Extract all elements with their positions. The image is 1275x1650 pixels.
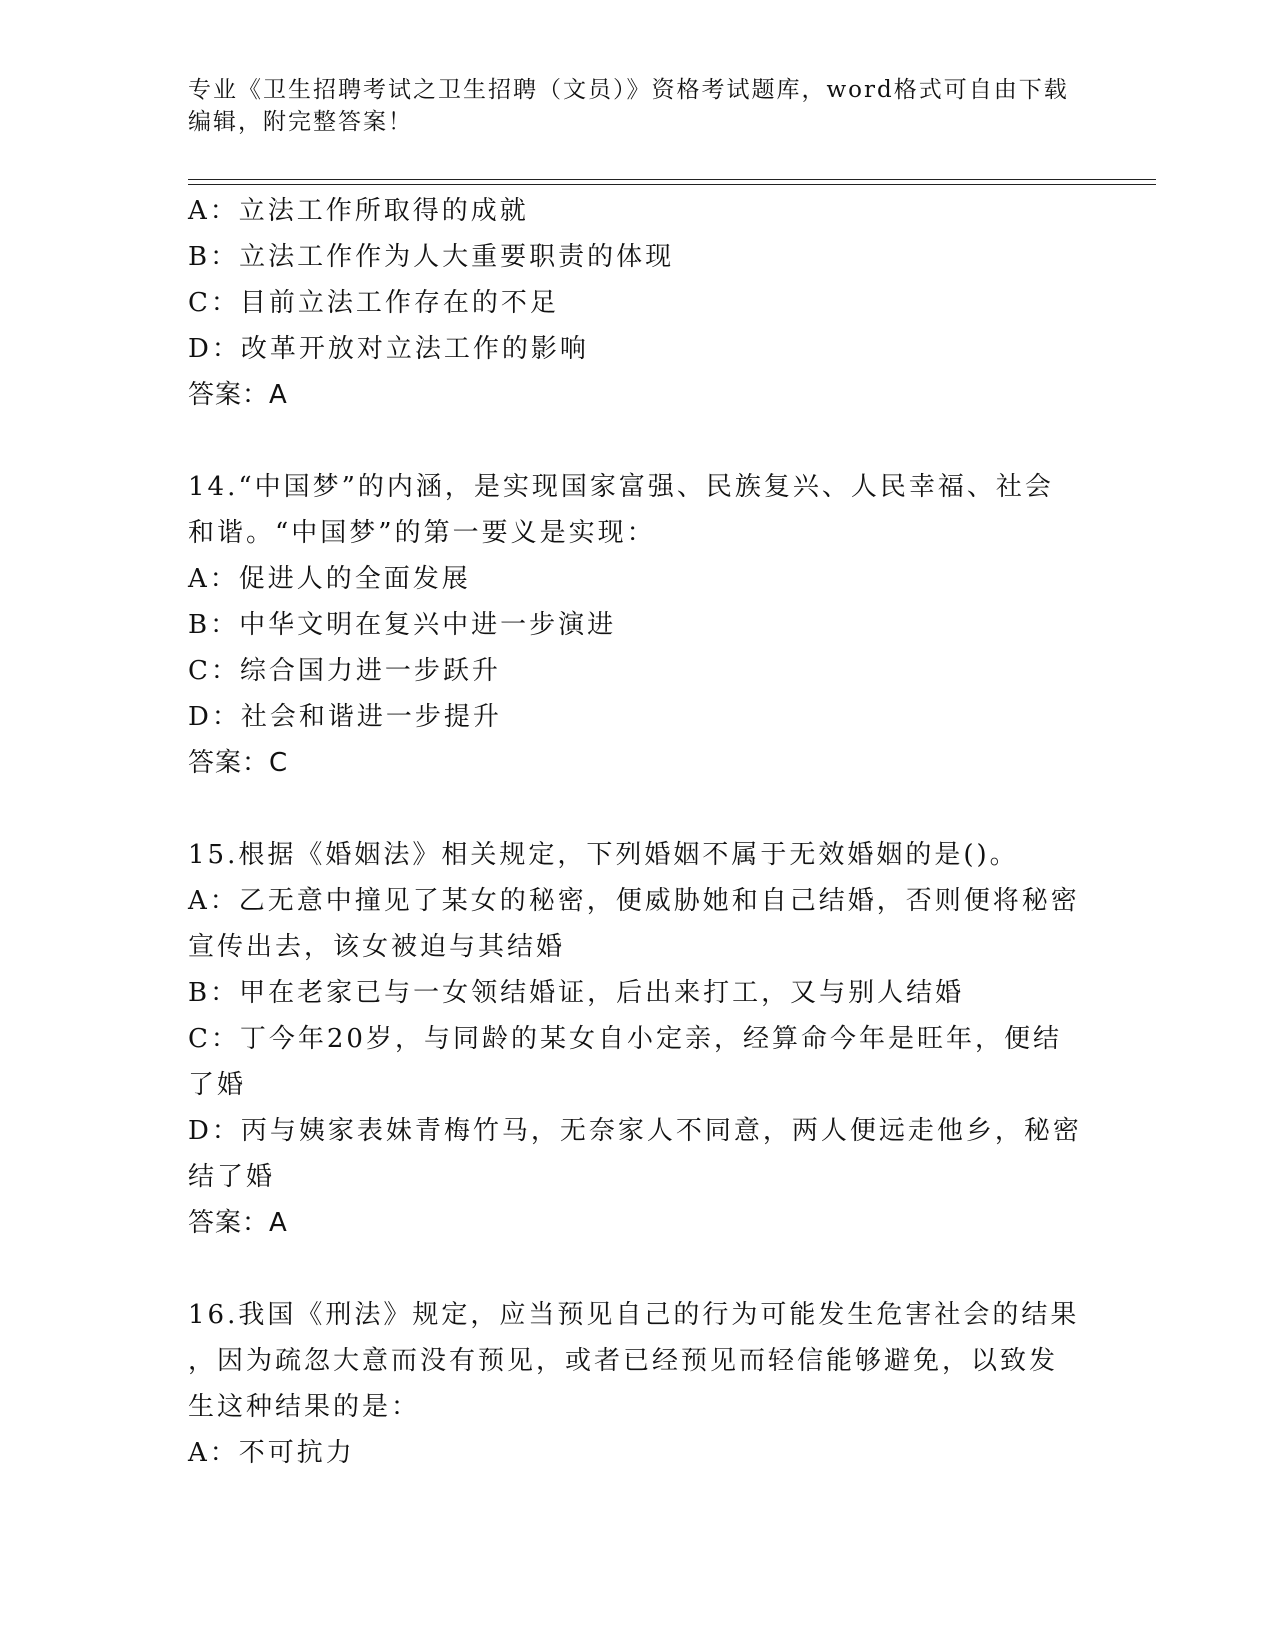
option-a: A：乙无意中撞见了某女的秘密，便威胁她和自己结婚，否则便将秘密 (188, 886, 1080, 916)
option-c: C：综合国力进一步跃升 (188, 656, 501, 686)
header-line-1: 专业《卫生招聘考试之卫生招聘（文员）》资格考试题库，word格式可自由下载 (188, 77, 1069, 103)
document-header (188, 74, 1088, 138)
option-d-continued: 结了婚 (188, 1162, 276, 1192)
question-list (188, 188, 1088, 1476)
option-b: B：甲在老家已与一女领结婚证，后出来打工，又与别人结婚 (188, 978, 965, 1008)
option-a: A：促进人的全面发展 (188, 564, 471, 594)
header-line-2: 编辑，附完整答案！ (188, 109, 413, 135)
spacer (188, 1246, 1088, 1292)
question-stem-line: 生这种结果的是： (188, 1392, 421, 1422)
question-stem-line: 和谐。“中国梦”的第一要义是实现： (188, 518, 656, 548)
option-c: C：丁今年20岁，与同龄的某女自小定亲，经算命今年是旺年，便结 (188, 1024, 1062, 1054)
option-a-continued: 宣传出去，该女被迫与其结婚 (188, 932, 566, 962)
option-b: B：中华文明在复兴中进一步演进 (188, 610, 617, 640)
option-b: B：立法工作作为人大重要职责的体现 (188, 242, 675, 272)
question-14 (188, 464, 1088, 786)
option-a: A：立法工作所取得的成就 (188, 196, 529, 226)
question-13 (188, 188, 1088, 418)
question-stem-line: ，因为疏忽大意而没有预见，或者已经预见而轻信能够避免，以致发 (188, 1346, 1059, 1376)
question-stem-line: 14.“中国梦”的内涵，是实现国家富强、民族复兴、人民幸福、社会 (188, 472, 1054, 502)
answer-line: 答案：A (188, 380, 288, 410)
spacer (188, 786, 1088, 832)
question-stem-line: 15.根据《婚姻法》相关规定，下列婚姻不属于无效婚姻的是()。 (188, 840, 1019, 870)
option-c: C：目前立法工作存在的不足 (188, 288, 559, 318)
option-d: D：丙与姨家表妹青梅竹马，无奈家人不同意，两人便远走他乡，秘密 (188, 1116, 1082, 1146)
question-15 (188, 832, 1088, 1246)
option-a: A：不可抗力 (188, 1438, 355, 1468)
answer-line: 答案：A (188, 1208, 288, 1238)
answer-line: 答案：C (188, 748, 289, 778)
option-d: D：社会和谐进一步提升 (188, 702, 502, 732)
option-d: D：改革开放对立法工作的影响 (188, 334, 589, 364)
header-rule-top (188, 179, 1156, 180)
question-16 (188, 1292, 1088, 1476)
question-stem-line: 16.我国《刑法》规定，应当预见自己的行为可能发生危害社会的结果 (188, 1300, 1080, 1330)
header-rule-bottom (188, 184, 1156, 185)
spacer (188, 418, 1088, 464)
option-c-continued: 了婚 (188, 1070, 247, 1100)
